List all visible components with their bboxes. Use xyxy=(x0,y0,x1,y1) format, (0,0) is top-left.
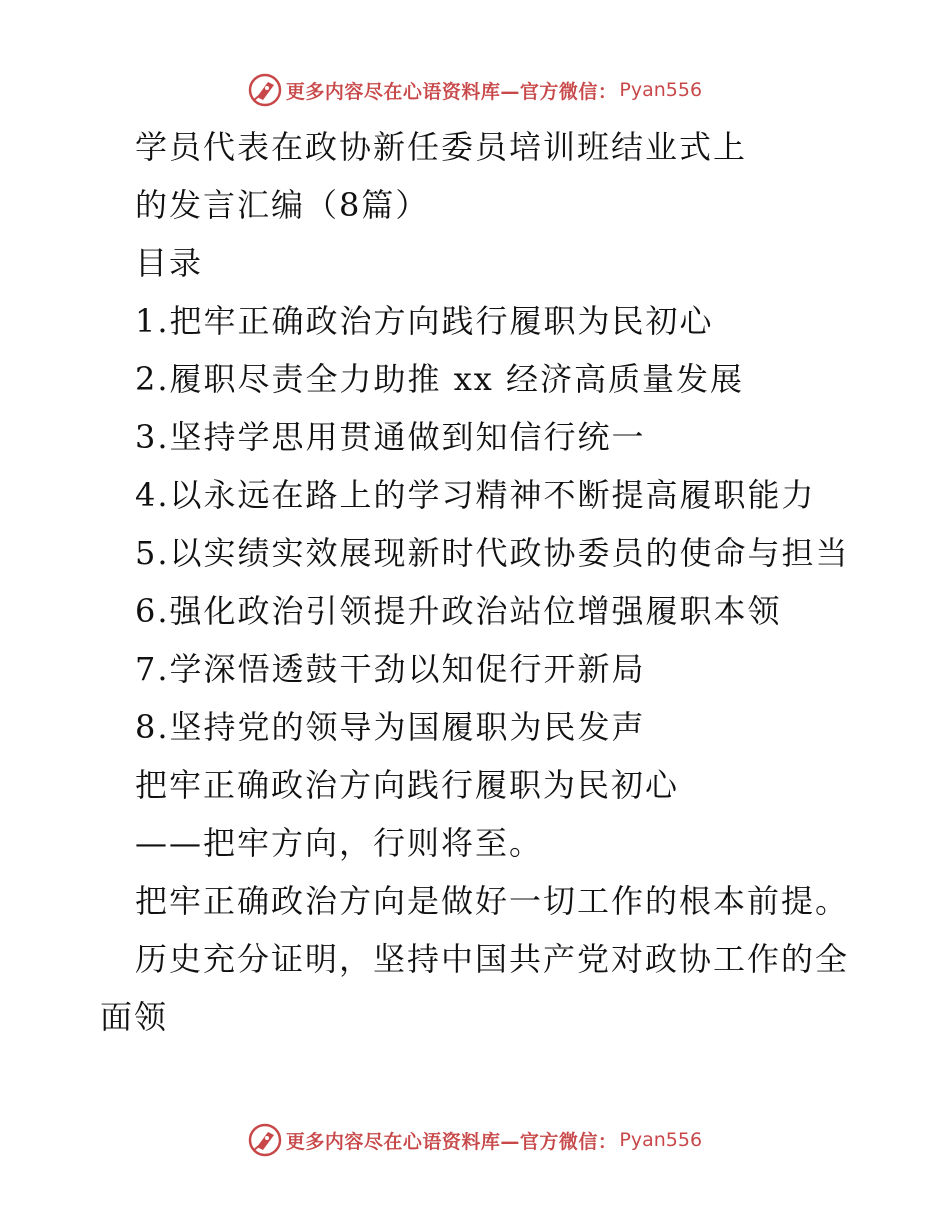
pen-nib-logo-icon xyxy=(248,1123,282,1157)
banner-contact: Pyan556 xyxy=(619,1129,703,1151)
toc-item: 8.坚持党的领导为国履职为民发声 xyxy=(135,708,646,746)
pen-nib-logo-icon xyxy=(248,73,282,107)
toc-item: 7.学深悟透鼓干劲以知促行开新局 xyxy=(135,650,646,688)
document-title-line-2: 的发言汇编（8篇） xyxy=(135,186,430,224)
header-banner xyxy=(0,70,950,110)
toc-item: 1.把牢正确政治方向践行履职为民初心 xyxy=(135,302,714,340)
document-title-line-1: 学员代表在政协新任委员培训班结业式上 xyxy=(135,128,748,166)
paragraph-line: 把牢正确政治方向是做好一切工作的根本前提。 xyxy=(135,882,850,920)
toc-heading: 目录 xyxy=(135,244,204,282)
banner-text: 更多内容尽在心语资料库—官方微信： xyxy=(285,80,618,103)
footer-banner xyxy=(0,1120,950,1160)
toc-item: 2.履职尽责全力助推 xx 经济高质量发展 xyxy=(135,360,744,398)
toc-item: 5.以实绩实效展现新时代政协委员的使命与担当 xyxy=(135,534,850,572)
banner-text: 更多内容尽在心语资料库—官方微信： xyxy=(285,1130,618,1153)
paragraph-line: 面领 xyxy=(100,998,169,1036)
paragraph-line: 历史充分证明，坚持中国共产党对政协工作的全 xyxy=(135,940,850,978)
toc-item: 6.强化政治引领提升政治站位增强履职本领 xyxy=(135,592,782,630)
banner-contact: Pyan556 xyxy=(619,79,703,101)
toc-item: 4.以永远在路上的学习精神不断提高履职能力 xyxy=(135,476,816,514)
section-subtitle: ——把牢方向，行则将至。 xyxy=(135,824,544,862)
document-body xyxy=(0,118,950,1046)
toc-item: 3.坚持学思用贯通做到知信行统一 xyxy=(135,418,646,456)
section-title: 把牢正确政治方向践行履职为民初心 xyxy=(135,766,680,804)
